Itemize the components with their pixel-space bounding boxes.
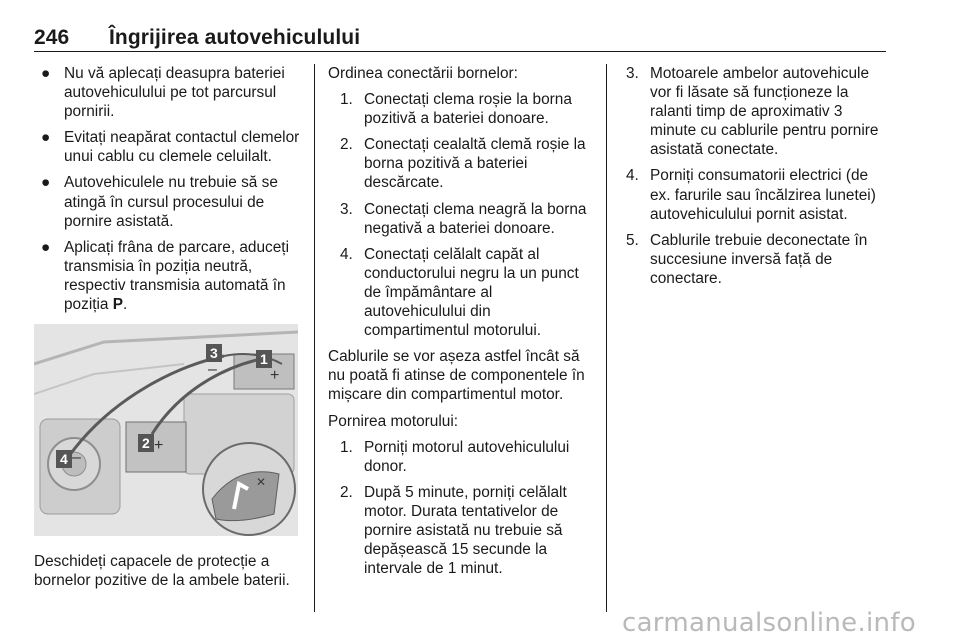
jump-start-illustration — [34, 324, 298, 536]
bullet-icon: ● — [41, 129, 51, 147]
list-text: Porniți motorul autovehiculului donor. — [364, 438, 570, 475]
column-divider-2 — [606, 64, 607, 612]
list-text: Conectați cealaltă clemă roșie la borna pozitivă a bateriei descărcate. — [364, 136, 586, 192]
list-number: 1. — [340, 91, 353, 109]
list-text: Motoarele ambelor autovehicule vor fi lăsate să funcționeze la ralanti timp de aproximativ 3 minute cu cablurile pentru pornire asistată conectate. — [650, 65, 879, 159]
figure-label: 3 — [210, 345, 218, 362]
bullet-text: Aplicați frâna de parcare, aduceți transmisia în poziția neutră, respectiv transmisia automată în poziția — [64, 238, 290, 314]
bullet-item — [34, 238, 304, 314]
header-rule — [34, 51, 886, 52]
list-number: 5. — [626, 231, 639, 249]
figure-label: 4 — [60, 451, 68, 468]
engine-bay-drawing — [34, 324, 298, 536]
list-text: Conectați celălalt capăt al conductorului negru la un punct de împământare al autovehiculului din compartimentul motorului. — [364, 245, 579, 340]
column-3 — [626, 64, 888, 295]
list-item — [340, 90, 594, 128]
bullet-item — [34, 128, 304, 166]
label-4-badge — [56, 449, 81, 468]
list-item — [626, 231, 888, 288]
list-item — [626, 64, 888, 159]
column-divider-1 — [314, 64, 315, 612]
list-number: 3. — [626, 65, 639, 82]
list-number: 2. — [340, 483, 353, 501]
bullet-item — [34, 64, 304, 121]
column-1 — [34, 64, 304, 590]
list-item — [340, 438, 594, 476]
list-text: Conectați clema roșie la borna pozitivă a bateriei donoare. — [364, 91, 572, 128]
bullet-item — [34, 173, 304, 230]
list-item — [340, 135, 594, 192]
label-2-badge — [138, 434, 163, 454]
svg-text:✕: ✕ — [256, 475, 267, 490]
bullet-icon: ● — [41, 238, 51, 256]
svg-text:+: + — [154, 437, 164, 455]
bullet-text-end: . — [123, 296, 128, 314]
bullet-text: Evitați neapărat contactul clemelor unui cablu cu clemele celuilalt. — [64, 129, 300, 166]
bullet-icon: ● — [41, 174, 51, 192]
svg-text:–: – — [208, 361, 217, 379]
list-item — [626, 166, 888, 223]
list-text: Porniți consumatorii electrici (de ex. farurile sau încălzirea lunetei) autovehiculului pornit asistat. — [650, 167, 876, 223]
svg-text:+: + — [270, 367, 280, 385]
list-number: 2. — [340, 136, 353, 154]
page-title: Îngrijirea autovehiculului — [109, 26, 361, 49]
connection-order-heading: Ordinea conectării bornelor: — [328, 65, 518, 82]
bullet-icon: ● — [41, 65, 51, 82]
cable-placement-paragraph: Cablurile se vor așeza astfel încât să nu poată fi atinse de componentele în mișcare din compartimentul motor. — [328, 348, 585, 404]
list-number: 4. — [340, 245, 353, 263]
list-number: 1. — [340, 438, 353, 456]
bullet-text: Nu vă aplecați deasupra bateriei autovehiculului pe tot parcursul pornirii. — [64, 65, 285, 121]
figure-label: 2 — [142, 435, 150, 452]
list-item — [340, 483, 594, 578]
list-item — [340, 245, 594, 340]
list-item — [340, 200, 594, 238]
figure-caption: Deschideți capacele de protecție a bornelor pozitive de la ambele baterii. — [34, 553, 290, 590]
list-number: 3. — [340, 200, 353, 218]
figure-label: 1 — [260, 351, 268, 368]
list-text: După 5 minute, porniți celălalt motor. Durata tentativelor de pornire asistată nu trebuie să depășească 15 secunde la intervale de 1 minut. — [364, 483, 567, 578]
list-number: 4. — [626, 167, 639, 185]
list-text: Cablurile trebuie deconectate în succesiune inversă față de conectare. — [650, 231, 868, 287]
bullet-text-bold: P — [112, 296, 124, 314]
column-2 — [328, 64, 594, 585]
engine-start-heading: Pornirea motorului: — [328, 412, 459, 430]
svg-text:–: – — [72, 449, 81, 467]
list-text: Conectați clema neagră la borna negativă a bateriei donoare. — [364, 200, 587, 237]
bullet-text: Autovehiculele nu trebuie să se atingă în cursul procesului de pornire asistată. — [64, 174, 278, 230]
page-header — [34, 26, 886, 50]
watermark: carmanualsonline.info — [621, 608, 916, 638]
page-number: 246 — [34, 26, 70, 49]
